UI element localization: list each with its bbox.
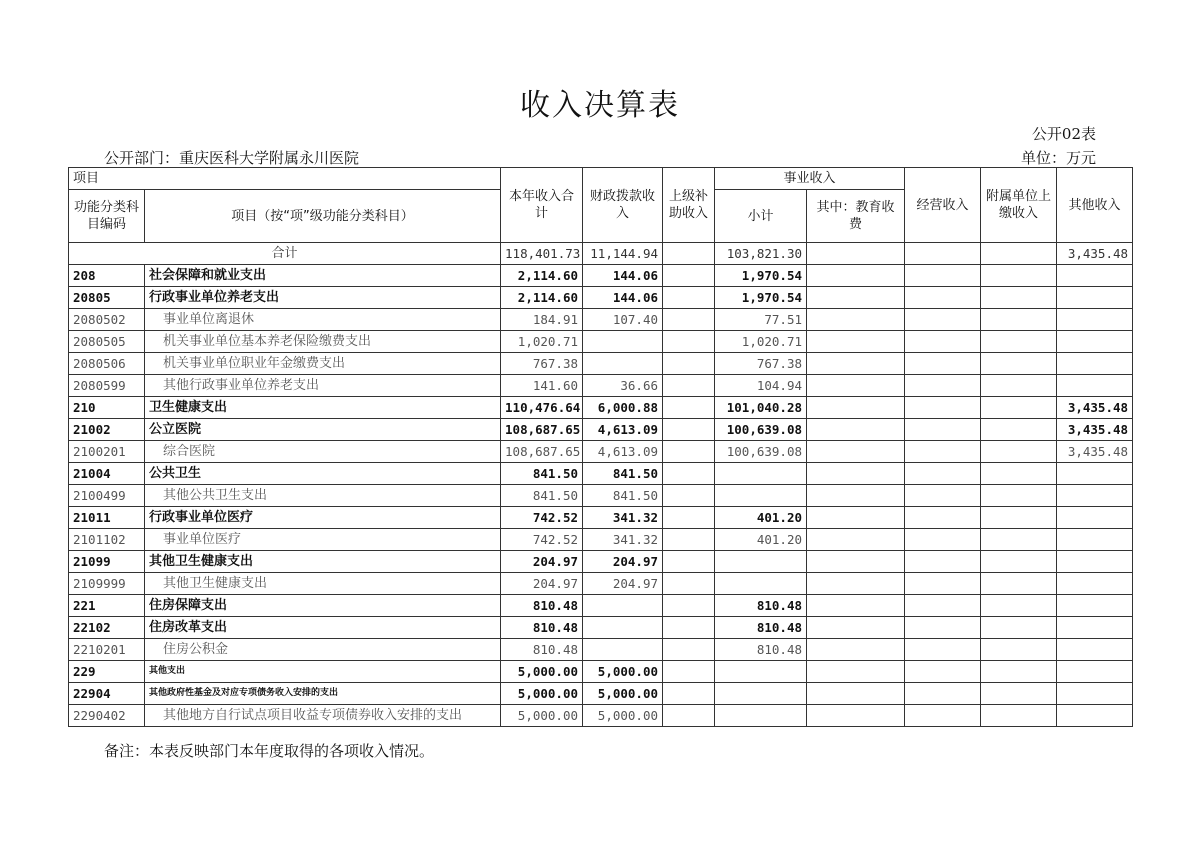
cell-education: [807, 463, 905, 485]
cell-superior: [663, 529, 715, 551]
total-other: 3,435.48: [1057, 243, 1133, 265]
cell-total: 841.50: [501, 485, 583, 507]
header-subtotal: 小计: [715, 190, 807, 243]
cell-total: 767.38: [501, 353, 583, 375]
cell-total: 110,476.64: [501, 397, 583, 419]
cell-affiliated: [981, 265, 1057, 287]
cell-subtotal: 401.20: [715, 529, 807, 551]
table-row: [69, 683, 1133, 705]
table-row: [69, 507, 1133, 529]
cell-fiscal: 5,000.00: [583, 683, 663, 705]
cell-fiscal: [583, 639, 663, 661]
cell-code: 221: [69, 595, 145, 617]
cell-other: [1057, 463, 1133, 485]
table-row: [69, 485, 1133, 507]
cell-superior: [663, 595, 715, 617]
cell-operating: [905, 595, 981, 617]
cell-fiscal: 204.97: [583, 573, 663, 595]
cell-code: 2109999: [69, 573, 145, 595]
cell-superior: [663, 551, 715, 573]
cell-education: [807, 705, 905, 727]
cell-name: 住房改革支出: [145, 617, 501, 639]
cell-total: 5,000.00: [501, 705, 583, 727]
cell-operating: [905, 485, 981, 507]
cell-affiliated: [981, 419, 1057, 441]
cell-total: 2,114.60: [501, 287, 583, 309]
cell-total: 1,020.71: [501, 331, 583, 353]
total-superior: [663, 243, 715, 265]
department-label: 公开部门：重庆医科大学附属永川医院: [104, 149, 360, 167]
cell-superior: [663, 573, 715, 595]
cell-code: 21099: [69, 551, 145, 573]
table-row: [69, 353, 1133, 375]
cell-total: 108,687.65: [501, 441, 583, 463]
cell-subtotal: 104.94: [715, 375, 807, 397]
cell-code: 2080599: [69, 375, 145, 397]
cell-operating: [905, 507, 981, 529]
cell-education: [807, 595, 905, 617]
cell-other: [1057, 309, 1133, 331]
cell-total: 742.52: [501, 507, 583, 529]
cell-total: 742.52: [501, 529, 583, 551]
cell-other: [1057, 639, 1133, 661]
cell-education: [807, 485, 905, 507]
cell-fiscal: 204.97: [583, 551, 663, 573]
header-education: 其中：教育收费: [807, 190, 905, 243]
cell-subtotal: [715, 463, 807, 485]
cell-code: 2290402: [69, 705, 145, 727]
cell-superior: [663, 705, 715, 727]
table-row: [69, 265, 1133, 287]
cell-affiliated: [981, 639, 1057, 661]
cell-other: [1057, 573, 1133, 595]
cell-total: 184.91: [501, 309, 583, 331]
cell-education: [807, 639, 905, 661]
cell-name: 其他卫生健康支出: [145, 573, 501, 595]
cell-total: 841.50: [501, 463, 583, 485]
cell-operating: [905, 661, 981, 683]
cell-code: 208: [69, 265, 145, 287]
cell-total: 5,000.00: [501, 683, 583, 705]
cell-operating: [905, 617, 981, 639]
cell-code: 210: [69, 397, 145, 419]
table-row: [69, 595, 1133, 617]
cell-operating: [905, 397, 981, 419]
cell-code: 22102: [69, 617, 145, 639]
cell-subtotal: 1,020.71: [715, 331, 807, 353]
cell-name: 公共卫生: [145, 463, 501, 485]
cell-subtotal: [715, 683, 807, 705]
cell-name: 公立医院: [145, 419, 501, 441]
cell-other: [1057, 507, 1133, 529]
cell-operating: [905, 441, 981, 463]
table-row: [69, 639, 1133, 661]
cell-total: 141.60: [501, 375, 583, 397]
cell-operating: [905, 463, 981, 485]
cell-fiscal: 144.06: [583, 265, 663, 287]
header-superior: 上级补助收入: [663, 168, 715, 243]
cell-subtotal: 767.38: [715, 353, 807, 375]
cell-name: 住房保障支出: [145, 595, 501, 617]
cell-name: 机关事业单位职业年金缴费支出: [145, 353, 501, 375]
cell-subtotal: [715, 551, 807, 573]
unit-label: 单位：万元: [1020, 149, 1096, 167]
cell-subtotal: [715, 573, 807, 595]
header-business: 事业收入: [715, 168, 905, 190]
total-education: [807, 243, 905, 265]
cell-affiliated: [981, 331, 1057, 353]
cell-total: 810.48: [501, 595, 583, 617]
cell-code: 2101102: [69, 529, 145, 551]
cell-operating: [905, 265, 981, 287]
cell-education: [807, 375, 905, 397]
cell-other: 3,435.48: [1057, 397, 1133, 419]
table-row: [69, 397, 1133, 419]
cell-fiscal: [583, 617, 663, 639]
cell-code: 229: [69, 661, 145, 683]
cell-affiliated: [981, 463, 1057, 485]
cell-code: 2080502: [69, 309, 145, 331]
cell-name: 行政事业单位养老支出: [145, 287, 501, 309]
cell-other: [1057, 617, 1133, 639]
cell-affiliated: [981, 595, 1057, 617]
cell-operating: [905, 639, 981, 661]
cell-operating: [905, 683, 981, 705]
cell-affiliated: [981, 573, 1057, 595]
cell-operating: [905, 705, 981, 727]
table-row: [69, 617, 1133, 639]
cell-total: 2,114.60: [501, 265, 583, 287]
cell-fiscal: 841.50: [583, 463, 663, 485]
table-row: [69, 331, 1133, 353]
header-code: 功能分类科目编码: [69, 190, 145, 243]
cell-subtotal: 401.20: [715, 507, 807, 529]
cell-subtotal: [715, 485, 807, 507]
cell-superior: [663, 265, 715, 287]
cell-affiliated: [981, 397, 1057, 419]
cell-education: [807, 551, 905, 573]
cell-superior: [663, 463, 715, 485]
cell-total: 810.48: [501, 639, 583, 661]
cell-superior: [663, 507, 715, 529]
cell-fiscal: 107.40: [583, 309, 663, 331]
total-affiliated: [981, 243, 1057, 265]
header-affiliated: 附属单位上缴收入: [981, 168, 1057, 243]
cell-education: [807, 573, 905, 595]
cell-other: [1057, 353, 1133, 375]
cell-education: [807, 309, 905, 331]
cell-subtotal: 100,639.08: [715, 441, 807, 463]
cell-total: 204.97: [501, 573, 583, 595]
table-row: [69, 661, 1133, 683]
cell-fiscal: 6,000.88: [583, 397, 663, 419]
cell-fiscal: 5,000.00: [583, 705, 663, 727]
cell-other: [1057, 683, 1133, 705]
header-item: 项目: [69, 168, 501, 190]
cell-fiscal: [583, 353, 663, 375]
cell-name: 事业单位医疗: [145, 529, 501, 551]
cell-name: 其他行政事业单位养老支出: [145, 375, 501, 397]
cell-affiliated: [981, 309, 1057, 331]
header-total: 本年收入合计: [501, 168, 583, 243]
cell-name: 其他卫生健康支出: [145, 551, 501, 573]
cell-education: [807, 419, 905, 441]
cell-operating: [905, 331, 981, 353]
cell-name: 综合医院: [145, 441, 501, 463]
cell-operating: [905, 287, 981, 309]
cell-operating: [905, 375, 981, 397]
cell-code: 22904: [69, 683, 145, 705]
cell-affiliated: [981, 507, 1057, 529]
cell-education: [807, 353, 905, 375]
table-row: [69, 705, 1133, 727]
cell-operating: [905, 529, 981, 551]
cell-name: 其他公共卫生支出: [145, 485, 501, 507]
cell-fiscal: 4,613.09: [583, 441, 663, 463]
cell-fiscal: 4,613.09: [583, 419, 663, 441]
cell-education: [807, 287, 905, 309]
cell-education: [807, 529, 905, 551]
cell-other: [1057, 287, 1133, 309]
cell-name: 卫生健康支出: [145, 397, 501, 419]
table-row: [69, 309, 1133, 331]
total-label: 合计: [69, 243, 501, 265]
cell-other: [1057, 705, 1133, 727]
cell-name: 事业单位离退休: [145, 309, 501, 331]
total-row: [69, 243, 1133, 265]
header-name: 项目（按“项”级功能分类科目）: [145, 190, 501, 243]
table-row: [69, 529, 1133, 551]
cell-subtotal: 810.48: [715, 617, 807, 639]
cell-total: 5,000.00: [501, 661, 583, 683]
cell-code: 21002: [69, 419, 145, 441]
cell-subtotal: 810.48: [715, 639, 807, 661]
cell-superior: [663, 683, 715, 705]
cell-name: 住房公积金: [145, 639, 501, 661]
cell-affiliated: [981, 353, 1057, 375]
cell-fiscal: 5,000.00: [583, 661, 663, 683]
cell-affiliated: [981, 287, 1057, 309]
cell-affiliated: [981, 683, 1057, 705]
header-other: 其他收入: [1057, 168, 1133, 243]
cell-name: 其他支出: [145, 661, 501, 683]
cell-superior: [663, 331, 715, 353]
cell-superior: [663, 617, 715, 639]
cell-education: [807, 265, 905, 287]
cell-subtotal: 810.48: [715, 595, 807, 617]
cell-code: 2100201: [69, 441, 145, 463]
cell-other: 3,435.48: [1057, 441, 1133, 463]
cell-name: 机关事业单位基本养老保险缴费支出: [145, 331, 501, 353]
table-row: [69, 441, 1133, 463]
cell-total: 810.48: [501, 617, 583, 639]
cell-code: 21004: [69, 463, 145, 485]
total-fiscal: 11,144.94: [583, 243, 663, 265]
cell-fiscal: 341.32: [583, 507, 663, 529]
cell-code: 2210201: [69, 639, 145, 661]
cell-other: [1057, 551, 1133, 573]
total-total: 118,401.73: [501, 243, 583, 265]
cell-superior: [663, 419, 715, 441]
cell-total: 204.97: [501, 551, 583, 573]
cell-fiscal: [583, 331, 663, 353]
cell-fiscal: 841.50: [583, 485, 663, 507]
cell-affiliated: [981, 375, 1057, 397]
table-row: [69, 419, 1133, 441]
cell-education: [807, 397, 905, 419]
form-number: 公开02表: [1031, 125, 1096, 143]
header-fiscal: 财政拨款收入: [583, 168, 663, 243]
cell-affiliated: [981, 485, 1057, 507]
cell-subtotal: 77.51: [715, 309, 807, 331]
cell-operating: [905, 353, 981, 375]
cell-code: 2080506: [69, 353, 145, 375]
cell-affiliated: [981, 441, 1057, 463]
cell-superior: [663, 397, 715, 419]
cell-superior: [663, 661, 715, 683]
table-row: [69, 375, 1133, 397]
cell-other: [1057, 485, 1133, 507]
cell-code: 2080505: [69, 331, 145, 353]
cell-superior: [663, 375, 715, 397]
cell-other: [1057, 265, 1133, 287]
cell-other: [1057, 331, 1133, 353]
income-table: [68, 167, 1133, 727]
cell-operating: [905, 573, 981, 595]
cell-education: [807, 507, 905, 529]
cell-education: [807, 331, 905, 353]
cell-other: [1057, 661, 1133, 683]
cell-affiliated: [981, 529, 1057, 551]
cell-code: 21011: [69, 507, 145, 529]
cell-superior: [663, 485, 715, 507]
cell-total: 108,687.65: [501, 419, 583, 441]
table-row: [69, 287, 1133, 309]
total-operating: [905, 243, 981, 265]
cell-operating: [905, 309, 981, 331]
header-operating: 经营收入: [905, 168, 981, 243]
cell-name: 行政事业单位医疗: [145, 507, 501, 529]
cell-superior: [663, 309, 715, 331]
cell-fiscal: 341.32: [583, 529, 663, 551]
table-row: [69, 573, 1133, 595]
table-row: [69, 463, 1133, 485]
cell-subtotal: 101,040.28: [715, 397, 807, 419]
cell-name: 其他政府性基金及对应专项债务收入安排的支出: [145, 683, 501, 705]
cell-affiliated: [981, 617, 1057, 639]
cell-other: [1057, 529, 1133, 551]
cell-subtotal: 1,970.54: [715, 287, 807, 309]
cell-affiliated: [981, 551, 1057, 573]
cell-code: 20805: [69, 287, 145, 309]
cell-superior: [663, 441, 715, 463]
cell-education: [807, 617, 905, 639]
total-subtotal: 103,821.30: [715, 243, 807, 265]
footnote: 备注：本表反映部门本年度取得的各项收入情况。: [104, 742, 435, 760]
cell-other: [1057, 375, 1133, 397]
cell-subtotal: [715, 661, 807, 683]
cell-subtotal: 1,970.54: [715, 265, 807, 287]
cell-name: 社会保障和就业支出: [145, 265, 501, 287]
page-title: 收入决算表: [520, 88, 680, 123]
cell-fiscal: 36.66: [583, 375, 663, 397]
cell-name: 其他地方自行试点项目收益专项债券收入安排的支出: [145, 705, 501, 727]
cell-fiscal: [583, 595, 663, 617]
cell-education: [807, 683, 905, 705]
cell-education: [807, 661, 905, 683]
cell-affiliated: [981, 661, 1057, 683]
cell-other: 3,435.48: [1057, 419, 1133, 441]
cell-affiliated: [981, 705, 1057, 727]
cell-education: [807, 441, 905, 463]
cell-subtotal: [715, 705, 807, 727]
table-row: [69, 551, 1133, 573]
cell-subtotal: 100,639.08: [715, 419, 807, 441]
cell-code: 2100499: [69, 485, 145, 507]
cell-other: [1057, 595, 1133, 617]
cell-operating: [905, 551, 981, 573]
cell-superior: [663, 639, 715, 661]
cell-fiscal: 144.06: [583, 287, 663, 309]
cell-superior: [663, 287, 715, 309]
cell-superior: [663, 353, 715, 375]
cell-operating: [905, 419, 981, 441]
